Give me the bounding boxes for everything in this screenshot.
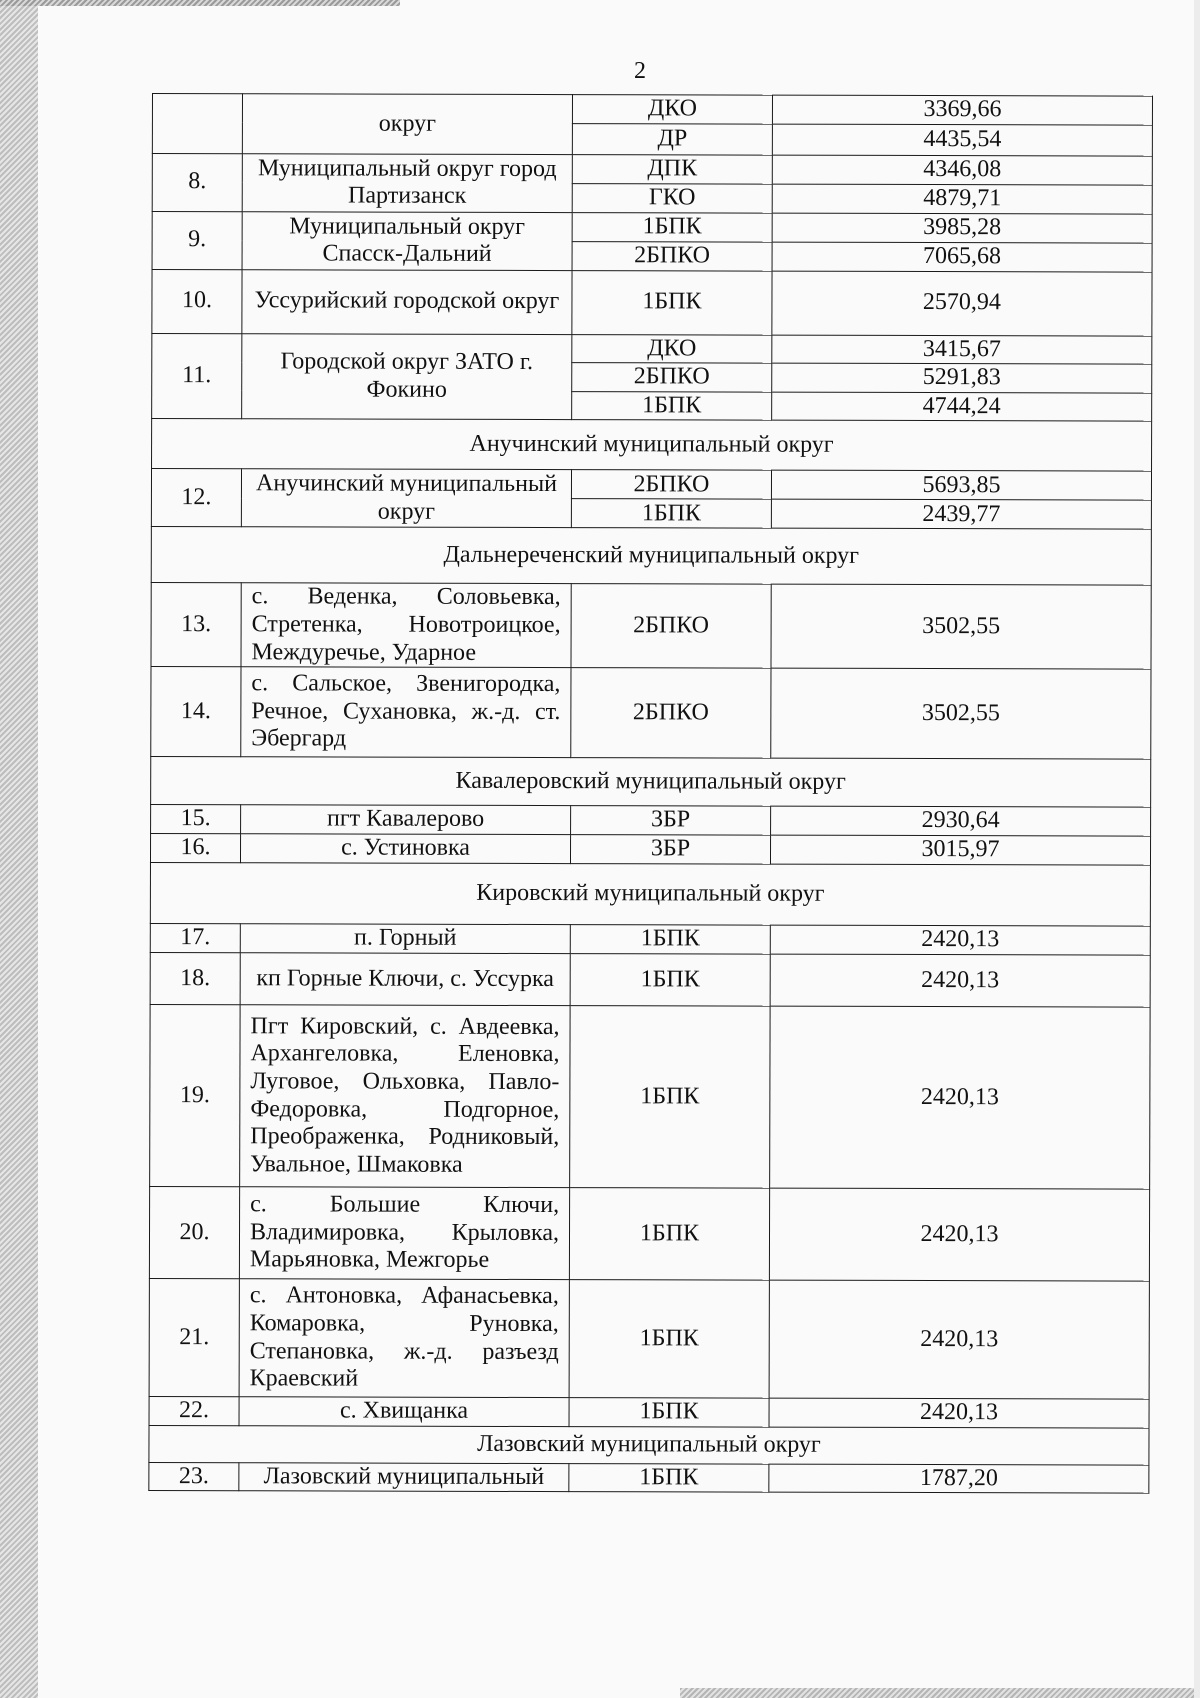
cost-value: 3369,66 [772,95,1152,125]
cost-value: 2420,13 [769,1188,1149,1281]
row-number: 13. [151,583,241,667]
scan-edge-left [0,0,38,1698]
cost-value: 5693,85 [771,470,1151,500]
cost-value: 2420,13 [770,925,1150,955]
row-number [152,94,242,154]
tariff-table-body [149,94,1153,1494]
table-row [152,211,1152,243]
cost-value: 5291,83 [772,363,1152,393]
cost-value: 3415,67 [772,335,1152,365]
table-row [151,805,1151,837]
territory-name: п. Горный [240,924,570,954]
building-type-code: 1БПК [569,1188,769,1281]
building-type-code: ДПК [572,154,772,184]
territory-name: с. Веденка, Соловьевка, Стретенка, Новотроицкое, Междуречье, Ударное [241,583,571,668]
cost-value: 4435,54 [772,124,1152,156]
row-number: 14. [151,667,241,757]
cost-value: 3502,55 [771,584,1151,669]
table-row [151,583,1151,669]
table-row [152,153,1152,185]
territory-name: пгт Кавалерово [241,805,571,835]
table-row [149,1397,1149,1428]
building-type-code: ГКО [572,183,772,213]
section-title: Дальнереченский муниципальный округ [151,527,1151,586]
row-number: 22. [149,1397,239,1426]
building-type-code: 2БПКО [572,363,772,392]
table-row [151,667,1151,760]
building-type-code: ДКО [572,95,772,124]
territory-name: Уссурийский городской округ [242,269,572,334]
cost-value: 3015,97 [770,835,1150,865]
building-type-code: 1БПК [570,1006,770,1189]
row-number: 20. [149,1187,239,1279]
row-number: 11. [152,333,242,419]
territory-name: Городской округ ЗАТО г. Фокино [242,333,572,420]
cost-value: 2420,13 [769,1280,1149,1399]
territory-name: Лазовский муниципальный [239,1462,569,1491]
territory-name: Муниципальный округ город Партизанск [242,153,572,212]
tariff-table [148,93,1153,1494]
section-row [151,527,1151,586]
building-type-code: 1БПК [569,1398,769,1427]
page-number: 2 [634,58,646,84]
section-title: Лазовский муниципальный округ [149,1425,1149,1465]
territory-name: кп Горные Ключи, с. Уссурка [240,953,570,1006]
row-number: 21. [149,1279,239,1397]
building-type-code: 1БПК [570,925,770,955]
table-row [152,333,1152,364]
section-title: Кировский муниципальный округ [150,863,1150,927]
section-title: Кавалеровский муниципальный округ [151,757,1151,808]
building-type-code: 3БР [571,806,771,836]
row-number: 16. [150,834,240,863]
cost-value: 2420,13 [770,954,1150,1007]
table-row [152,269,1152,336]
territory-name: с. Антоновка, Афанасьевка, Комаровка, Руновка, Степановка, ж.-д. разъезд Краевский [239,1279,569,1398]
cost-value: 2420,13 [769,1398,1149,1428]
territory-name: с. Устиновка [240,834,570,864]
table-row [150,953,1150,1008]
table-row [150,1005,1150,1190]
territory-name: Анучинский муниципальный округ [241,469,571,528]
section-row [151,757,1151,808]
section-row [152,419,1152,472]
territory-name: Пгт Кировский, с. Авдеевка, Архангеловка, Еленовка, Луговое, Ольховка, Павло-Федоровка, Подгорное, Преображенка, Родниковый, Увальное, Шмаковка [240,1005,570,1188]
building-type-code: 1БПК [571,499,771,529]
cost-value: 4346,08 [772,155,1152,185]
table-row [151,469,1151,501]
row-number: 15. [151,805,241,834]
cost-value: 2930,64 [771,806,1151,836]
cost-value: 7065,68 [772,242,1152,272]
section-row [149,1425,1149,1465]
building-type-code: ДР [572,123,772,155]
building-type-code: 2БПКО [572,241,772,271]
table-row [150,834,1150,866]
building-type-code: 2БПКО [571,470,771,500]
territory-name: с. Сальское, Звенигородка, Речное, Сухановка, ж.-д. ст. Эбергард [241,667,571,758]
territory-name: с. Большие Ключи, Владимировка, Крыловка, Марьяновка, Межгорье [239,1187,569,1280]
building-type-code: 1БПК [572,391,772,420]
cost-value: 1787,20 [769,1464,1149,1494]
cost-value: 2420,13 [770,1006,1150,1189]
cost-value: 2570,94 [772,271,1152,336]
row-number: 9. [152,211,242,269]
territory-name: округ [242,94,572,154]
building-type-code: 1БПК [570,954,770,1007]
building-type-code: 1БПК [569,1280,769,1399]
table-row [149,1187,1149,1282]
table-row [149,1279,1149,1400]
table-row [152,94,1152,125]
territory-name: Муниципальный округ Спасск-Дальний [242,211,572,270]
table-row [150,924,1150,956]
row-number: 10. [152,269,242,333]
section-title: Анучинский муниципальный округ [152,419,1152,472]
scan-edge-bottom [680,1688,1200,1698]
row-number: 17. [150,924,240,953]
row-number: 19. [150,1005,240,1187]
row-number: 12. [151,469,241,527]
scan-edge-right [1194,0,1200,1698]
row-number: 18. [150,953,240,1005]
building-type-code: 1БПК [569,1463,769,1492]
section-row [150,863,1150,927]
row-number: 23. [149,1462,239,1491]
tariff-table-container [148,93,1152,1494]
table-row [149,1462,1149,1493]
territory-name: с. Хвищанка [239,1397,569,1426]
building-type-code: ДКО [572,334,772,363]
cost-value: 3985,28 [772,213,1152,243]
row-number: 8. [152,153,242,211]
cost-value: 4744,24 [772,392,1152,422]
building-type-code: 2БПКО [571,668,771,759]
cost-value: 2439,77 [771,499,1151,529]
scan-edge-top [0,0,400,6]
cost-value: 3502,55 [771,668,1151,759]
building-type-code: 2БПКО [571,584,771,668]
building-type-code: 1БПК [572,212,772,242]
cost-value: 4879,71 [772,184,1152,214]
building-type-code: 1БПК [572,270,772,335]
building-type-code: 3БР [570,835,770,865]
